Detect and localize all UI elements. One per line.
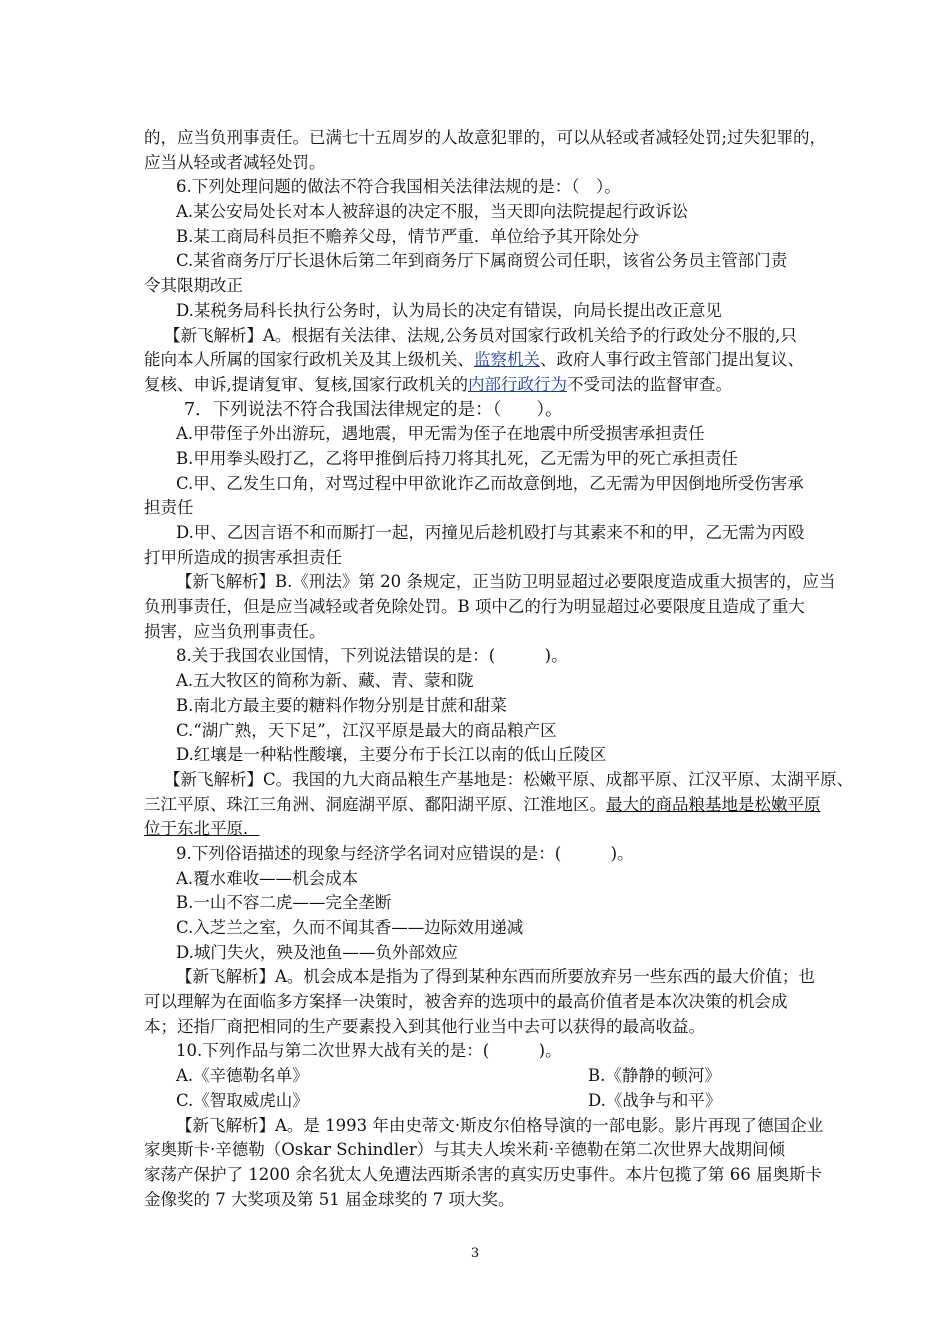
option-6c-cont: 令其限期改正 [144, 276, 243, 296]
option-8d: D.红壤是一种粘性酸壤，主要分布于长江以南的低山丘陵区 [176, 745, 607, 765]
option-8b: B.南北方最主要的糖料作物分别是甘蔗和甜菜 [176, 695, 507, 715]
text-line: 的，应当负刑事责任。已满七十五周岁的人故意犯罪的，可以从轻或者减轻处罚;过失犯罪的， [144, 128, 827, 147]
text-span: 不受司法的监督审查。 [567, 374, 732, 394]
question-9: 9.下列俗语描述的现象与经济学名词对应错误的是：( )。 [176, 843, 634, 863]
option-6c: C.某省商务厅厅长退休后第二年到商务厅下属商贸公司任职，该省公务员主管部门责 [176, 251, 788, 271]
analysis-10-cont: 家奥斯卡·辛德勒（Oskar Schindler）与其夫人埃米莉·辛德勒在第二次世界大战期间倾 [144, 1140, 786, 1160]
text-span: 、政府人事行政主管部门提出复议、 [540, 350, 804, 370]
option-6a: A.某公安局处长对本人被辞退的决定不服，当天即向法院提起行政诉讼 [176, 202, 689, 222]
option-7c: C.甲、乙发生口角，对骂过程中甲欲讹诈乙而故意倒地，乙无需为甲因倒地所受伤害承 [176, 473, 804, 493]
question-10: 10.下列作品与第二次世界大战有关的是：( )。 [176, 1041, 562, 1061]
analysis-6: 【新飞解析】A。根据有关法律、法规,公务员对国家行政机关给予的行政处分不服的,只 [164, 325, 797, 345]
analysis-7-cont: 损害，应当负刑事责任。 [144, 621, 326, 641]
analysis-7-cont: 负刑事责任，但是应当减轻或者免除处罚。B 项中乙的行为明显超过必要限度且造成了重大 [144, 597, 805, 617]
options-row [144, 1089, 812, 1114]
question-8: 8.关于我国农业国情，下列说法错误的是：( )。 [176, 646, 568, 666]
question-6: 6.下列处理问题的做法不符合我国相关法律法规的是：（ ）。 [176, 177, 621, 197]
option-8c: C.“湖广熟，天下足”，江汉平原是最大的商品粮产区 [176, 720, 557, 740]
option-9a: A.覆水难收——机会成本 [176, 868, 359, 888]
text-span: 能向本人所属的国家行政机关及其上级机关、 [144, 350, 474, 370]
analysis-10-cont: 家荡产保护了 1200 余名犹太人免遭法西斯杀害的真实历史事件。本片包揽了第 66 届奥斯卡 [144, 1164, 822, 1184]
analysis-8-cont [144, 793, 821, 818]
option-6d: D.某税务局科长执行公务时，认为局长的决定有错误，向局长提出改正意见 [176, 300, 722, 320]
option-7d: D.甲、乙因言语不和而厮打一起，丙撞见后趁机殴打与其素来不和的甲，乙无需为丙殴 [176, 523, 805, 542]
analysis-6-cont [144, 373, 812, 398]
option-9c: C.入芝兰之室，久而不闻其香——边际效用递减 [176, 918, 524, 937]
option-10c: C.《智取威虎山》 [176, 1090, 309, 1110]
page-number: 3 [470, 1246, 480, 1261]
link-internal-administrative-act[interactable]: 内部行政行为 [468, 374, 567, 394]
question-7: 7．下列说法不符合我国法律规定的是：（ ）。 [184, 399, 563, 420]
option-9d: D.城门失火，殃及池鱼——负外部效应 [176, 942, 458, 962]
analysis-9-cont: 本；还指厂商把相同的生产要素投入到其他行业当中去可以获得的最高收益。 [144, 1016, 705, 1036]
option-10a: A.《辛德勒名单》 [176, 1066, 309, 1086]
option-10b: B.《静静的顿河》 [588, 1066, 721, 1086]
page-body [144, 126, 854, 1212]
underlined-text: 最大的商品粮基地是松嫩平原 [606, 794, 821, 814]
option-9b: B.一山不容二虎——完全垄断 [176, 893, 392, 913]
analysis-9-cont: 可以理解为在面临多方案择一决策时，被舍弃的选项中的最高价值者是本次决策的机会成 [144, 992, 788, 1012]
link-supervision-organ[interactable]: 监察机关 [474, 350, 540, 370]
option-6b: B.某工商局科员拒不赡养父母，情节严重．单位给予其开除处分 [176, 226, 639, 246]
text-span: 复核、申诉,提请复审、复核,国家行政机关的 [144, 374, 468, 394]
text-line: 应当从轻或者减轻处罚。 [144, 152, 326, 172]
options-row [144, 1064, 812, 1089]
analysis-8: 【新飞解析】C。我国的九大商品粮生产基地是：松嫩平原、成都平原、江汉平原、太湖平原、 [164, 769, 854, 789]
option-10d: D.《战争与和平》 [588, 1090, 722, 1110]
analysis-10: 【新飞解析】A。是 1993 年由史蒂文·斯皮尔伯格导演的一部电影。影片再现了德国企业 [176, 1115, 824, 1135]
analysis-9: 【新飞解析】A。机会成本是指为了得到某种东西而所要放弃另一些东西的最大价值；也 [176, 967, 815, 987]
option-8a: A.五大牧区的简称为新、藏、青、蒙和陇 [176, 671, 474, 691]
analysis-7: 【新飞解析】B.《刑法》第 20 条规定，正当防卫明显超过必要限度造成重大损害的，应当 [176, 572, 836, 592]
analysis-10-cont: 金像奖的 7 大奖项及第 51 届金球奖的 7 项大奖。 [144, 1189, 515, 1209]
text-span: 三江平原、珠江三角洲、洞庭湖平原、鄱阳湖平原、江淮地区。 [144, 794, 606, 814]
option-7b: B.甲用拳头殴打乙，乙将甲推倒后持刀将其扎死，乙无需为甲的死亡承担责任 [176, 448, 738, 468]
analysis-8-cont [144, 817, 812, 842]
underlined-text: 位于东北平原． [144, 819, 260, 839]
option-7c-cont: 担责任 [144, 498, 194, 518]
option-7d-cont: 打甲所造成的损害承担责任 [144, 547, 342, 567]
analysis-6-cont [144, 348, 812, 373]
option-7a: A.甲带侄子外出游玩，遇地震，甲无需为侄子在地震中所受损害承担责任 [176, 424, 705, 444]
